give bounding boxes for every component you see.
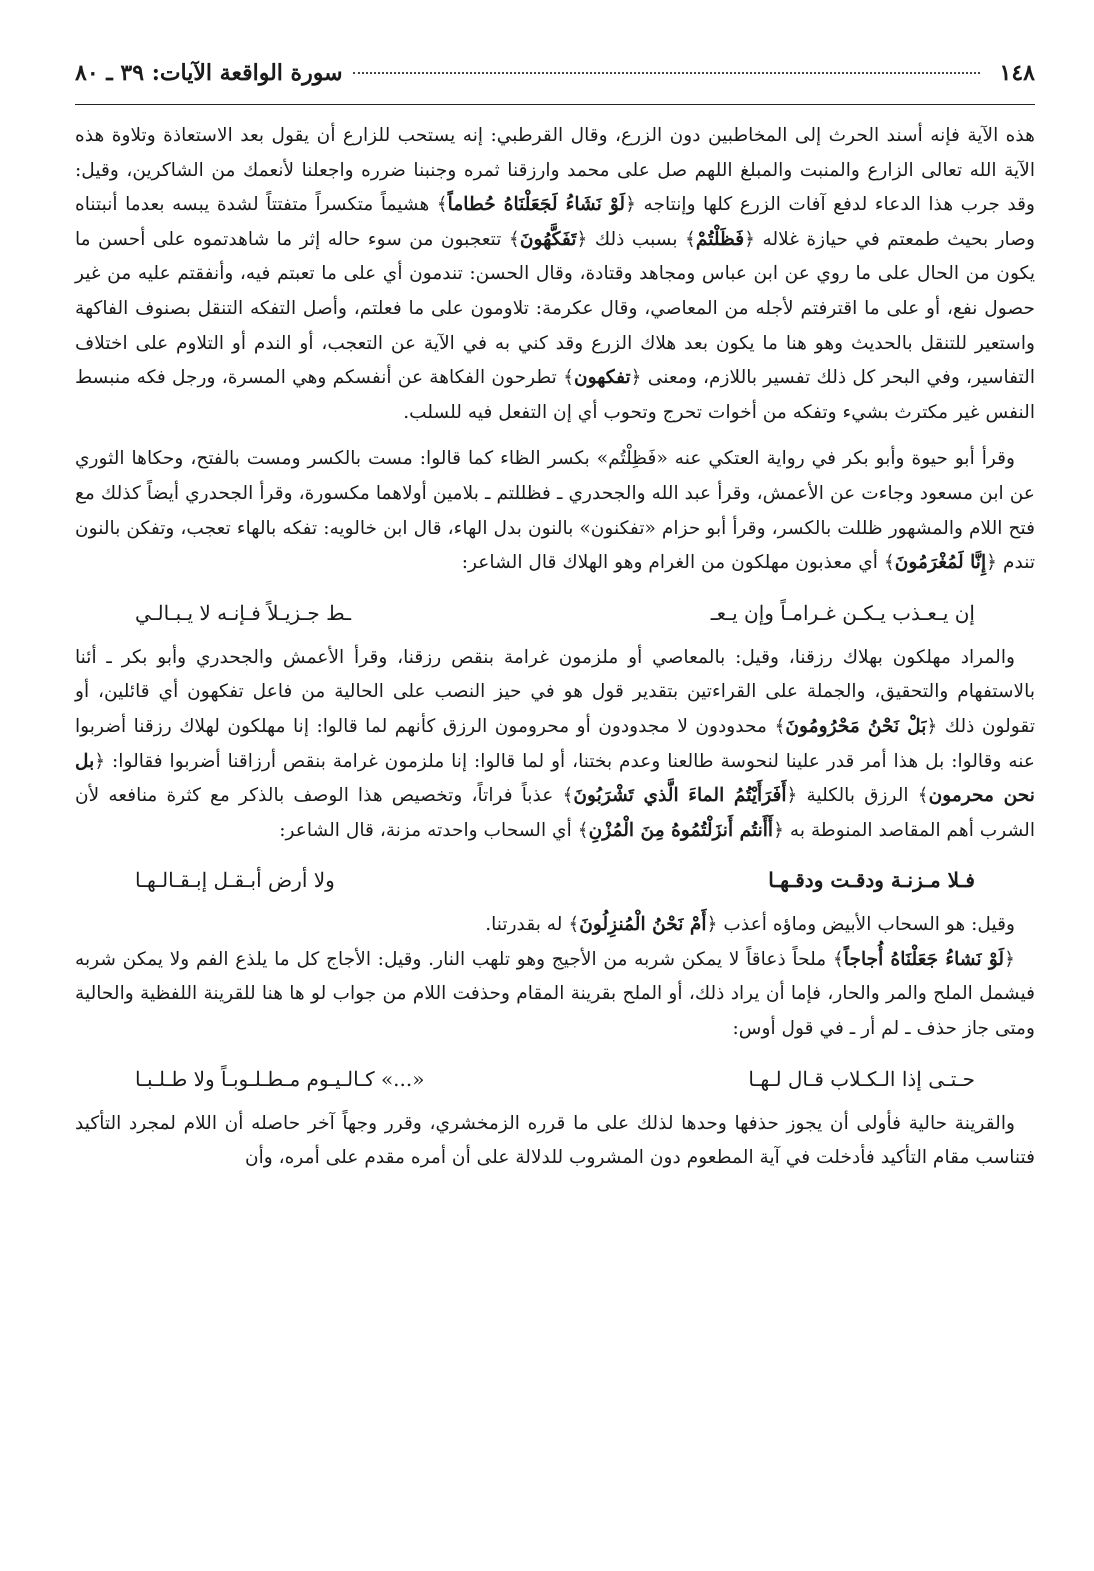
quran-bracket-open: ﴿ (94, 750, 106, 772)
quran-bracket-close: ﴾ (883, 552, 895, 574)
text-run: هشيماً متكسراً متفتتاً لشدة يبسه بعدما أنبتناه وصار بحيث طمعتم في حيازة غلاله (75, 194, 1035, 250)
quran-bracket-close: ﴾ (917, 785, 929, 807)
commentary-text (75, 119, 1035, 1176)
quran-quote: بَلْ نَحْنُ مَحْرُومُونَ (785, 715, 927, 737)
verse-second-hemistich: ـط جـزيـلاً فـإنـه لا يـبـالـي (135, 600, 351, 625)
text-run: وقرأ أبو حيوة وأبو بكر في رواية العتكي عنه «فَظِلْتُم» بكسر الظاء كما قالوا: مست بالكسر ومست بالفتح، وحكاها الثوري عن ابن مسعود وجاءت عن الأعمش، وقرأ عبد الله والجحدري ـ فظللتم ـ بلامين أولاهما مكسورة، وقرأ الجحدري أيضاً كذلك مع فتح اللام والمشهور ظللت بالكسر، وقرأ أبو حزام «تفكنون» بالنون بدل الهاء، قال ابن خالويه: تفكه بالهاء تعجب، وتفكن بالنون تندم (75, 448, 1035, 574)
page-header (75, 60, 1035, 105)
verse-first-hemistich: إن يـعـذب يـكـن غـرامـاً وإن يـعـ (710, 600, 975, 625)
quran-bracket-open: ﴿ (625, 194, 636, 216)
text-run: تتعجبون من سوء حاله إثر ما شاهدتموه على أحسن ما يكون من الحال على ما روي عن ابن عباس ومجاهد وقتادة، وقال الحسن: تندمون أي على ما تعبتم فيه، وأنفقتم عليه من غير حصول نفع، أو على ما اقترفتم لأجله من المعاصي، وقال عكرمة: تلاومون على ما فعلتم، وأصل التفكه التنقل بصنوف الفاكهة واستعير للتنقل بالحديث وهو هنا ما يكون بعد هلاك الزرع وقد كني به في الآية عن التعجب، أو الندم أو التلاوم على اختلاف التفاسير، وفي البحر كل ذلك تفسير باللازم، ومعنى (75, 228, 1035, 389)
text-run: له بقدرتنا. (485, 914, 569, 936)
quran-bracket-close: ﴾ (832, 948, 844, 970)
text-run: بسبب ذلك (587, 228, 685, 250)
verse-first-hemistich: فـلا مـزنـة ودقـت ودقـهـا (768, 868, 975, 893)
quran-bracket-open: ﴿ (926, 715, 938, 737)
quran-quote: إِنَّا لَمُغْرَمُونَ (894, 552, 987, 574)
poetry-verse-1 (75, 595, 1035, 631)
quran-quote: فَظَلْتُمْ (695, 228, 745, 250)
quran-bracket-open: ﴿ (786, 785, 798, 807)
quran-bracket-close: ﴾ (562, 785, 574, 807)
quran-quote: تفكهون (573, 367, 631, 389)
poetry-verse-2 (75, 862, 1035, 898)
header-dotted-leader (353, 72, 980, 74)
quran-quote: تَفَكَّهُونَ (519, 228, 577, 250)
quran-bracket-open: ﴿ (773, 819, 784, 841)
quran-bracket-close: ﴾ (568, 914, 580, 936)
quran-quote: لَوْ نَشَاءُ لَجَعَلْنَاهُ حُطاماً (447, 194, 626, 216)
quran-bracket-close: ﴾ (508, 228, 520, 250)
paragraph-4 (75, 908, 1035, 943)
paragraph-2 (75, 442, 1035, 580)
verse-first-hemistich: حـتـى إذا الـكـلاب قـال لـهـا (748, 1066, 975, 1091)
text-run: ملحاً ذعاقاً لا يمكن شربه من الأجيج وهو تلهب النار. وقيل: الأجاج كل ما يلذع الفم ولا يمكن شربه فيشمل الملح والمر والحار، فإما أن يراد ذلك، أو الملح بقرينة المقام وحذفت اللام من جواب لو ها هنا للقرينة اللفظية والحالية ومتى جاز حذف ـ لم أر ـ في قول أوس: (75, 948, 1035, 1040)
quran-bracket-open: ﴿ (706, 914, 718, 936)
quran-bracket-close: ﴾ (563, 367, 574, 389)
quran-quote: أَمْ نَحْنُ الْمُنزِلُونَ (579, 914, 707, 936)
quran-bracket-open: ﴿ (576, 228, 588, 250)
text-run: تطرحون الفكاهة عن أنفسكم وهي المسرة، ورجل فكه منبسط النفس غير مكترث بشيء وتفكه من أخوات تحرج وتحوب أي إن التفعل فيه للسلب. (75, 367, 1035, 423)
text-run: الرزق بالكلية (797, 785, 918, 807)
quran-quote: بل نحن محرمون (75, 750, 1035, 807)
quran-bracket-close: ﴾ (436, 194, 448, 216)
text-run: والقرينة حالية فأولى أن يجوز حذفها وحدها لذلك على ما قرره الزمخشري، وقرر وجهاً آخر حاصله أن اللام لمجرد التأكيد فتناسب مقام التأكيد فأدخلت في آية المطعوم دون المشروب للدلالة على أن أمره مقدم على أمره، وأن (75, 1112, 1035, 1169)
quran-bracket-open: ﴿ (986, 552, 998, 574)
quran-bracket-close: ﴾ (684, 228, 696, 250)
text-run: أي السحاب واحدته مزنة، قال الشاعر: (279, 819, 578, 841)
text-run: عذباً فراتاً، وتخصيص هذا الوصف بالذكر مع كثرة منافعه لأن الشرب أهم المقاصد المنوطة به (75, 785, 1035, 841)
page-number: ١٤٨ (999, 60, 1035, 86)
quran-bracket-open: ﴿ (1004, 948, 1016, 970)
text-run: وقيل: هو السحاب الأبيض وماؤه أعذب (717, 914, 1015, 936)
book-page (75, 60, 1035, 1550)
verse-second-hemistich: ولا أرض أبـقـل إبـقـالـهـا (135, 868, 335, 893)
paragraph-1 (75, 119, 1035, 430)
paragraph-5 (75, 943, 1035, 1047)
quran-bracket-open: ﴿ (630, 367, 642, 389)
surah-title: سورة الواقعة الآيات: ٣٩ ـ ٨٠ (75, 60, 343, 86)
verse-second-hemistich: «...» كـالـيـوم مـطـلـوبـاً ولا طـلـبـا (135, 1066, 425, 1091)
text-run: أي معذبون مهلكون من الغرام وهو الهلاك قال الشاعر: (461, 552, 884, 574)
quran-bracket-close: ﴾ (577, 819, 589, 841)
text-run: والمراد مهلكون بهلاك رزقنا، وقيل: بالمعاصي أو ملزمون غرامة بنقص رزقنا، وقرأ الأعمش والجحدري وأبو بكر ـ أئنا بالاستفهام والتحقيق، والجملة على القراءتين بتقدير قول هو في حيز النصب على الحالية من فاعل تفكهون أي قائلين، أو تقولون ذلك (75, 646, 1035, 737)
quran-bracket-close: ﴾ (774, 715, 786, 737)
paragraph-6 (75, 1107, 1035, 1176)
text-run: هذه الآية فإنه أسند الحرث إلى المخاطبين دون الزرع، وقال القرطبي: إنه يستحب للزارع أن يقول بعد الاستعاذة وتلاوة هذه الآية الله تعالى الزارع والمنبت والمبلغ اللهم صل على محمد وارزقنا ثمره وجنبنا ضرره واجعلنا لأنعمك من الشاكرين، وقيل: وقد جرب هذا الدعاء لدفع آفات الزرع كلها وإنتاجه (75, 125, 1035, 216)
quran-bracket-open: ﴿ (744, 228, 756, 250)
quran-quote: أَفَرَأَيْتُمُ الماءَ الَّذي تَشْرَبُونَ (573, 785, 787, 807)
quran-quote: أَأَنتُم أَنزَلْتُمُوهُ مِنَ الْمُزْنِ (588, 819, 774, 841)
quran-quote: لَوْ نَشاءُ جَعَلْنَاهُ أُجاجاً (843, 948, 1005, 970)
text-run: محدودون لا مجدودون أو محرومون الرزق كأنهم لما قالوا: إنا مهلكون لهلاك رزقنا أضربوا عنه وقالوا: بل هذا أمر قدر علينا لنحوسة طالعنا وعدم بختنا، أو لما قالوا: إنا ملزمون غرامة بنقص أرزاقنا أضربوا فقالوا: (75, 715, 1035, 772)
poetry-verse-3 (75, 1061, 1035, 1097)
paragraph-3 (75, 641, 1035, 849)
